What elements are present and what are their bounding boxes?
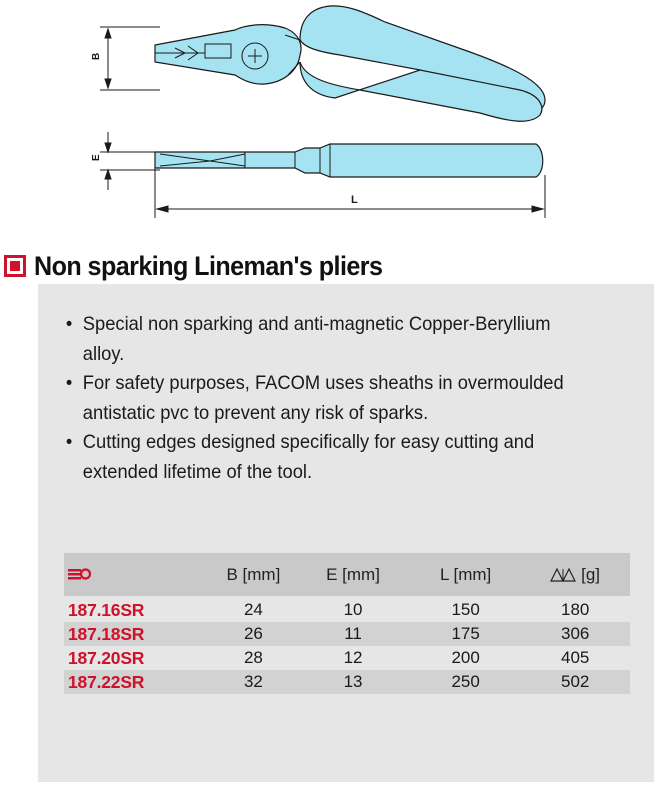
l-value: 150 — [451, 600, 480, 619]
weight-value: 405 — [561, 648, 590, 667]
product-code: 187.16SR — [68, 599, 145, 620]
weight-unit: [g] — [581, 564, 601, 584]
b-value: 24 — [243, 600, 263, 619]
b-value: 26 — [243, 624, 263, 643]
dimension-e — [100, 132, 160, 190]
feature-item: • Special non sparking and anti-magnetic Copper-Beryllium alloy. — [64, 310, 590, 369]
table-row — [64, 670, 630, 694]
weight-value: 502 — [561, 672, 590, 691]
l-column-header: L [mm] — [439, 564, 492, 584]
feature-item: • Cutting edges designed specifically for easy cutting and extended lifetime of the tool. — [64, 428, 590, 487]
e-value: 10 — [343, 600, 363, 619]
e-column-header: E [mm] — [326, 564, 380, 584]
reference-column-header — [64, 565, 174, 585]
table-row — [64, 598, 630, 622]
weight-value: 180 — [561, 600, 590, 619]
feature-item: • For safety purposes, FACOM uses sheaths in overmoulded antistatic pvc to prevent any risk of sparks. — [64, 369, 590, 428]
table-header — [64, 553, 630, 596]
product-code: 187.22SR — [68, 671, 145, 692]
l-value: 175 — [451, 624, 480, 643]
table-row — [64, 622, 630, 646]
product-table — [64, 553, 630, 694]
l-value: 200 — [451, 648, 480, 667]
product-panel — [38, 284, 654, 782]
product-code: 187.20SR — [68, 647, 145, 668]
weight-icon — [550, 568, 576, 582]
product-title: Non sparking Lineman's pliers — [34, 250, 383, 281]
section-marker-icon — [4, 255, 26, 277]
e-value: 13 — [343, 672, 363, 691]
reference-icon — [68, 568, 92, 580]
weight-column-header — [520, 565, 630, 585]
b-value: 28 — [243, 648, 263, 667]
feature-list — [64, 310, 624, 487]
b-column-header: B [mm] — [226, 564, 281, 584]
l-value: 250 — [451, 672, 480, 691]
pliers-technical-drawing — [0, 0, 658, 230]
e-value: 11 — [344, 624, 362, 643]
table-row — [64, 646, 630, 670]
e-value: 12 — [343, 648, 363, 667]
product-code: 187.18SR — [68, 623, 145, 644]
dimension-b-label: B — [91, 52, 102, 60]
dimension-b — [100, 27, 160, 90]
pliers-top-view — [155, 6, 545, 121]
section-header — [4, 248, 409, 284]
weight-value: 306 — [561, 624, 590, 643]
b-value: 32 — [243, 672, 263, 691]
dimension-e-label: E — [91, 154, 102, 161]
dimension-l-label: L — [351, 194, 358, 206]
